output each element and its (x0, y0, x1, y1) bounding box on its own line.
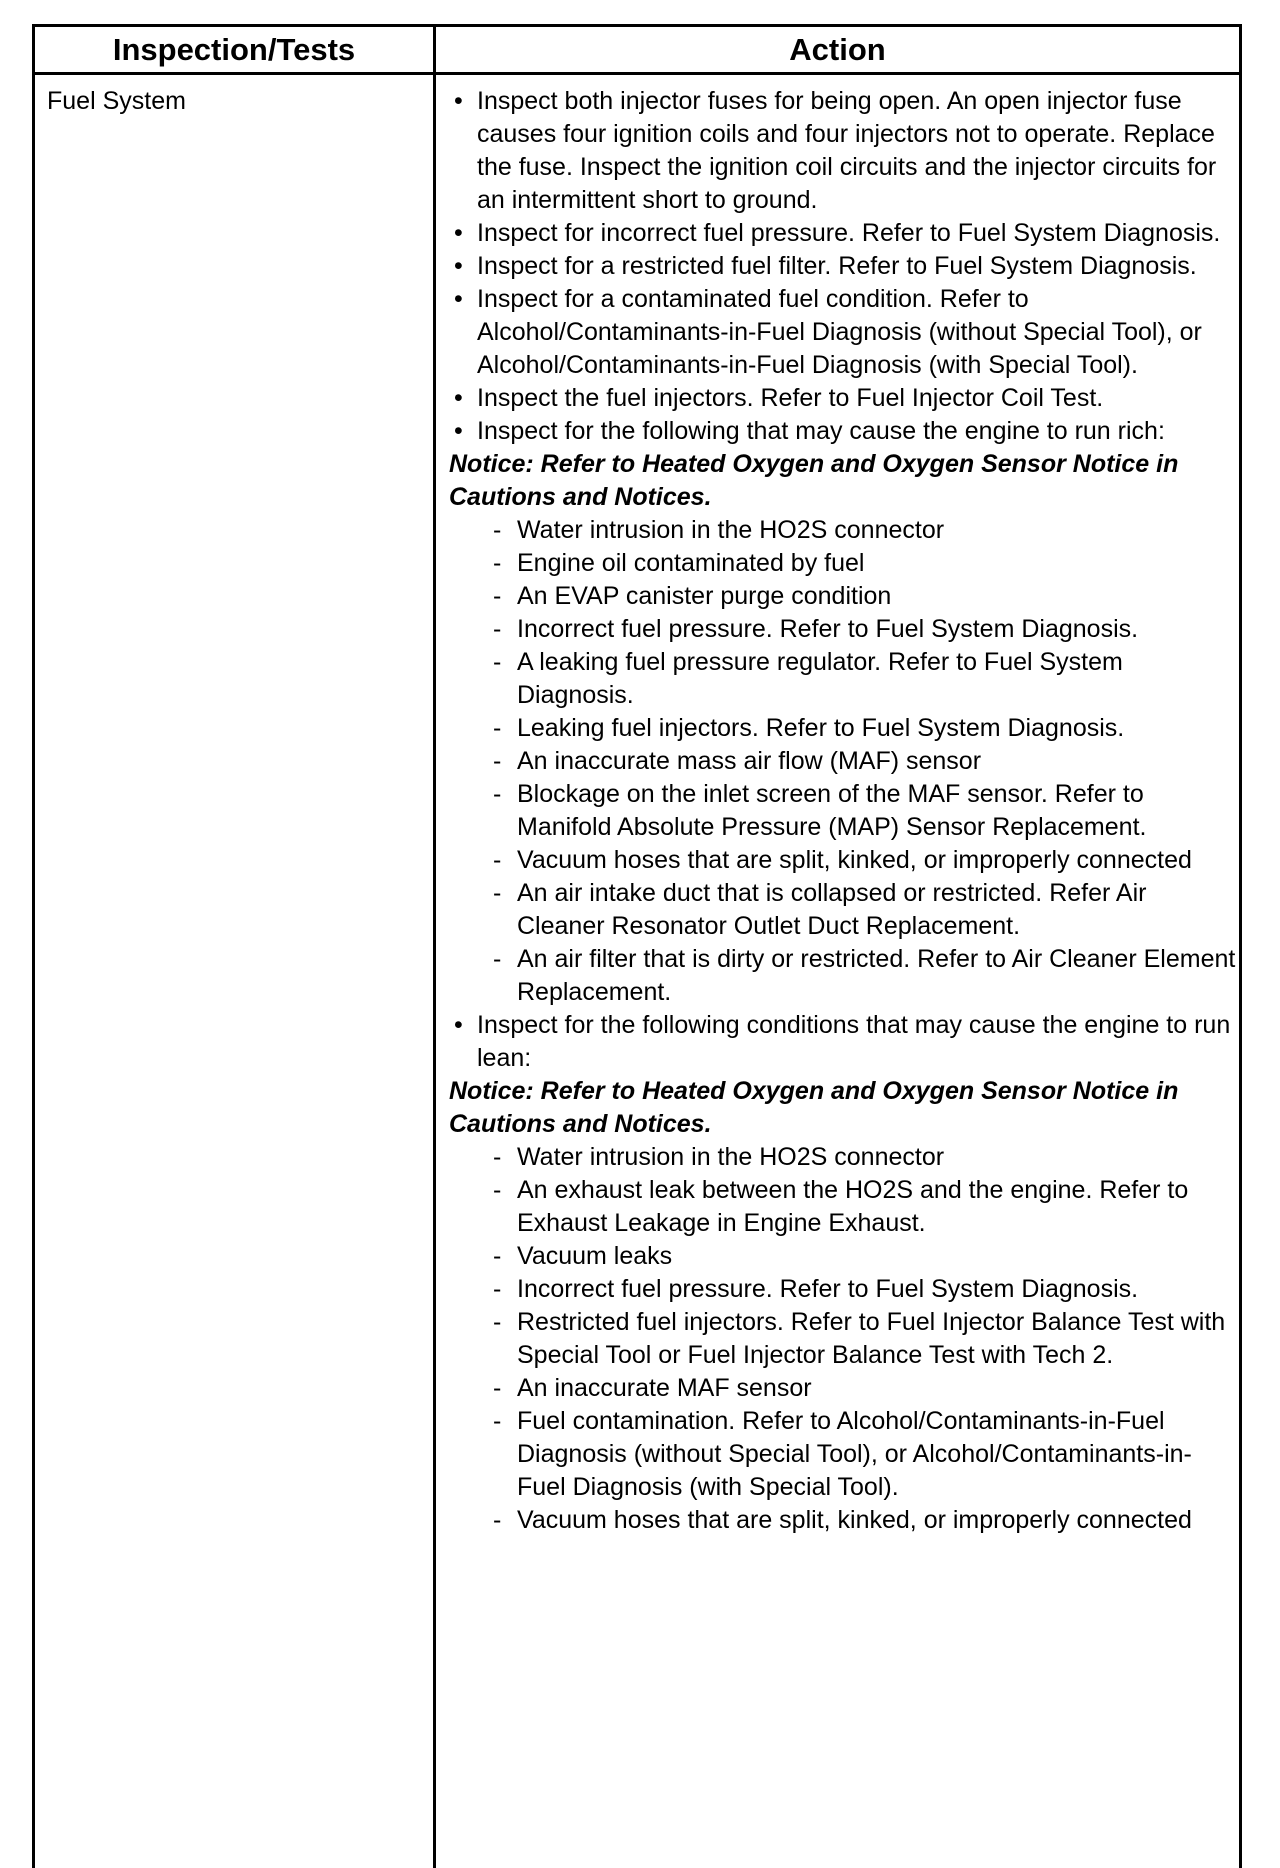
dash-marker: - (493, 780, 502, 808)
list-item-text: Water intrusion in the HO2S connector (517, 516, 945, 544)
dash-marker: - (493, 516, 502, 544)
rich-condition-list (447, 514, 1237, 1009)
list-item-text: Engine oil contaminated by fuel (517, 549, 865, 577)
dash-marker: - (493, 615, 502, 643)
dash-marker: - (493, 714, 502, 742)
bullet-marker: • (454, 285, 463, 313)
list-item (447, 1405, 1237, 1504)
list-item (447, 712, 1237, 745)
list-item (447, 1174, 1237, 1240)
dash-marker: - (493, 1374, 502, 1402)
list-item (447, 877, 1237, 943)
diagnostic-table (32, 24, 1242, 1868)
list-item (447, 844, 1237, 877)
list-item (447, 778, 1237, 844)
list-item-text: An air filter that is dirty or restricted. Refer to Air Cleaner Element Replacement. (517, 945, 1236, 1006)
dash-marker: - (493, 549, 502, 577)
dash-marker: - (493, 582, 502, 610)
list-item (447, 1504, 1237, 1537)
bullet-text: Inspect both injector fuses for being open. An open injector fuse causes four ignition coils and four injectors not to operate. Replace the fuse. Inspect the ignition coil circuits and the injector circuits for an intermittent short to ground. (477, 87, 1217, 214)
action-cell (447, 85, 1237, 1537)
bullet-marker: • (454, 384, 463, 412)
bullet-marker: • (454, 219, 463, 247)
list-item-text: Incorrect fuel pressure. Refer to Fuel System Diagnosis. (517, 615, 1139, 643)
list-item (447, 514, 1237, 547)
list-item-text: Leaking fuel injectors. Refer to Fuel System Diagnosis. (517, 714, 1125, 742)
table-header-row (35, 27, 1239, 75)
bullet-item (447, 382, 1237, 415)
list-item (447, 1141, 1237, 1174)
column-divider (433, 27, 436, 1868)
bullet-marker: • (454, 417, 463, 445)
row-label-fuel-system: Fuel System (47, 87, 186, 115)
bullet-marker: • (454, 87, 463, 115)
dash-marker: - (493, 1176, 502, 1204)
lean-condition-list (447, 1141, 1237, 1537)
bullet-text: Inspect for the following conditions that may cause the engine to run lean: (477, 1011, 1231, 1072)
bullet-text: Inspect for a contaminated fuel condition. Refer to Alcohol/Contaminants-in-Fuel Diagnosis (without Special Tool), or Alcohol/Contaminants-in-Fuel Diagnosis (with Special Tool). (477, 285, 1202, 379)
list-item-text: An inaccurate mass air flow (MAF) sensor (517, 747, 982, 775)
bullet-text: Inspect for the following that may cause the engine to run rich: (477, 417, 1165, 445)
list-item-text: Incorrect fuel pressure. Refer to Fuel System Diagnosis. (517, 1275, 1139, 1303)
list-item-text: An air intake duct that is collapsed or restricted. Refer Air Cleaner Resonator Outlet Duct Replacement. (517, 879, 1147, 940)
dash-marker: - (493, 1143, 502, 1171)
list-item (447, 745, 1237, 778)
header-action: Action (789, 32, 886, 67)
list-item (447, 646, 1237, 712)
bullet-item (447, 85, 1237, 217)
dash-marker: - (493, 1275, 502, 1303)
dash-marker: - (493, 945, 502, 973)
dash-marker: - (493, 1407, 502, 1435)
bullet-item (447, 250, 1237, 283)
lean-notice: Notice: Refer to Heated Oxygen and Oxygen Sensor Notice in Cautions and Notices. (449, 1077, 1179, 1138)
bullet-marker: • (454, 252, 463, 280)
list-item (447, 547, 1237, 580)
header-inspection-tests: Inspection/Tests (112, 32, 356, 67)
dash-marker: - (493, 1506, 502, 1534)
list-item (447, 1240, 1237, 1273)
bullet-text: Inspect for incorrect fuel pressure. Refer to Fuel System Diagnosis. (477, 219, 1221, 247)
bullet-text: Inspect the fuel injectors. Refer to Fuel Injector Coil Test. (477, 384, 1104, 412)
list-item-text: Fuel contamination. Refer to Alcohol/Contaminants-in-Fuel Diagnosis (without Special Tool), or Alcohol/Contaminants-in-Fuel Diagnosis (with Special Tool). (517, 1407, 1192, 1501)
rich-notice: Notice: Refer to Heated Oxygen and Oxygen Sensor Notice in Cautions and Notices. (449, 450, 1179, 511)
dash-marker: - (493, 846, 502, 874)
dash-marker: - (493, 648, 502, 676)
list-item-text: Blockage on the inlet screen of the MAF sensor. Refer to Manifold Absolute Pressure (MAP) Sensor Replacement. (517, 780, 1147, 841)
list-item-text: A leaking fuel pressure regulator. Refer to Fuel System Diagnosis. (517, 648, 1123, 709)
list-item (447, 943, 1237, 1009)
bullet-marker: • (454, 1011, 463, 1039)
dash-marker: - (493, 1308, 502, 1336)
list-item-text: An inaccurate MAF sensor (517, 1374, 812, 1402)
list-item-text: An EVAP canister purge condition (517, 582, 892, 610)
bullet-item (447, 283, 1237, 382)
list-item (447, 1306, 1237, 1372)
dash-marker: - (493, 747, 502, 775)
list-item-text: Vacuum hoses that are split, kinked, or improperly connected (517, 846, 1192, 874)
list-item (447, 580, 1237, 613)
list-item-text: Vacuum leaks (517, 1242, 673, 1270)
dash-marker: - (493, 879, 502, 907)
list-item (447, 613, 1237, 646)
bullet-item (447, 415, 1237, 448)
list-item-text: Water intrusion in the HO2S connector (517, 1143, 945, 1171)
list-item-text: Vacuum hoses that are split, kinked, or improperly connected (517, 1506, 1192, 1534)
list-item-text: Restricted fuel injectors. Refer to Fuel Injector Balance Test with Special Tool or Fuel Injector Balance Test with Tech 2. (517, 1308, 1226, 1369)
list-item (447, 1372, 1237, 1405)
dash-marker: - (493, 1242, 502, 1270)
bullet-item (447, 1009, 1237, 1075)
bullet-item (447, 217, 1237, 250)
list-item-text: An exhaust leak between the HO2S and the engine. Refer to Exhaust Leakage in Engine Exhaust. (517, 1176, 1189, 1237)
list-item (447, 1273, 1237, 1306)
bullet-text: Inspect for a restricted fuel filter. Refer to Fuel System Diagnosis. (477, 252, 1197, 280)
